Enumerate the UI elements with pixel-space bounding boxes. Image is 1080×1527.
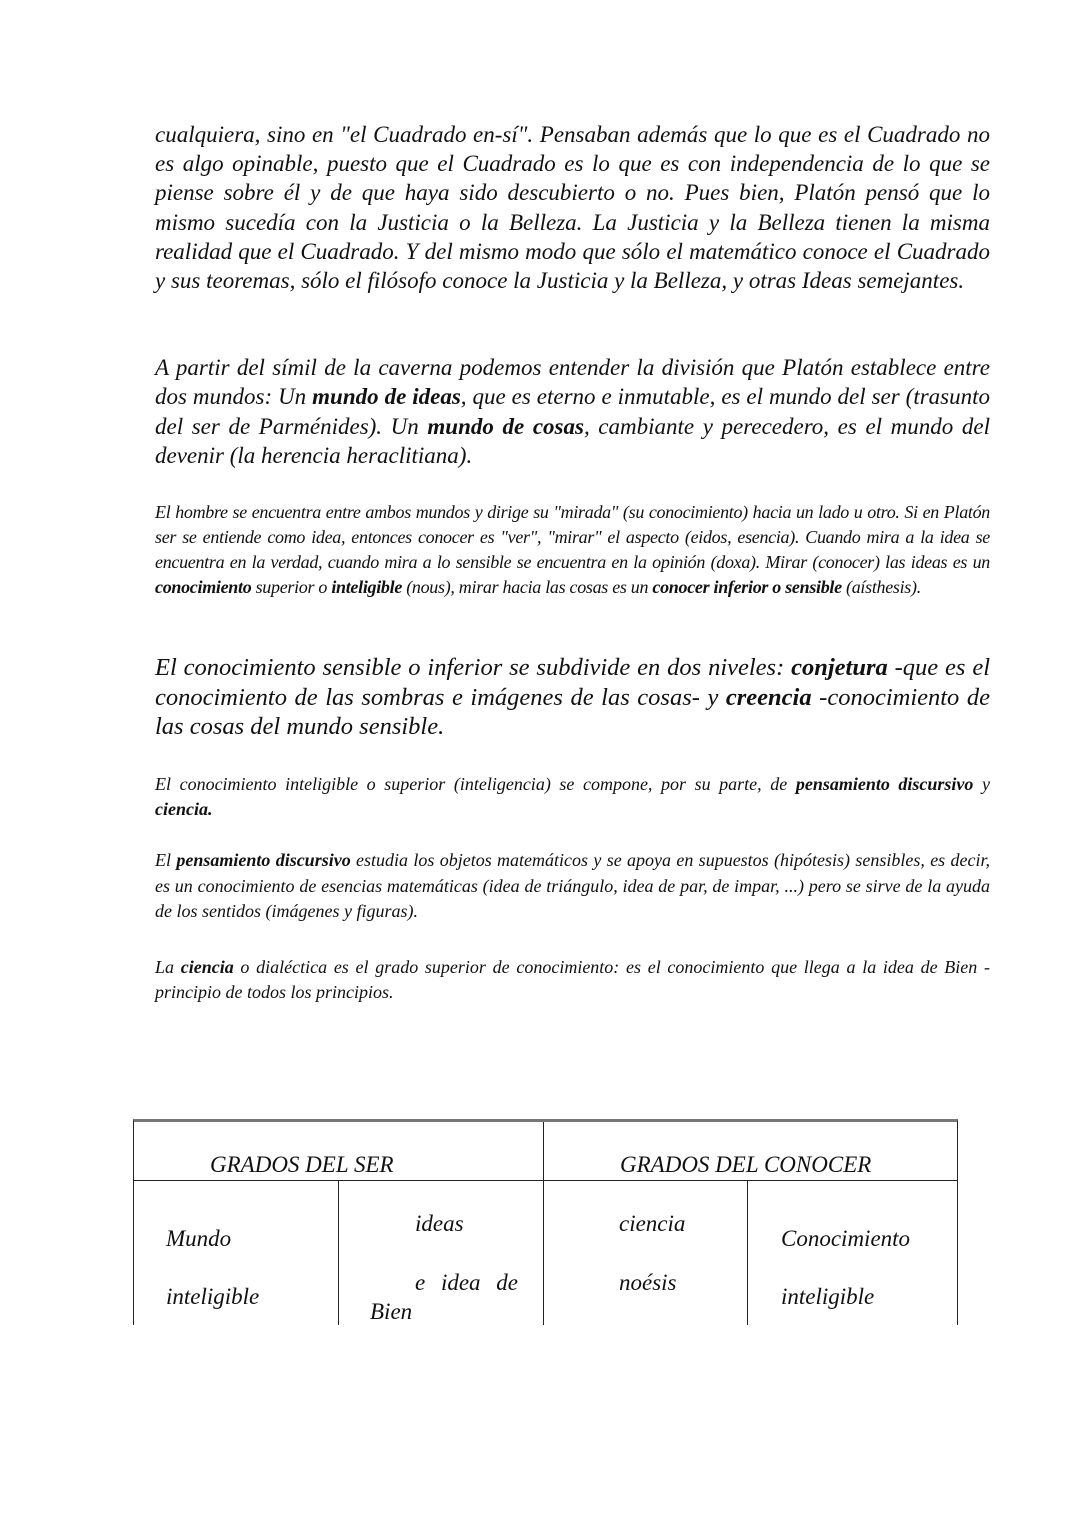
table-divider xyxy=(747,1180,748,1325)
bold-term: conjetura xyxy=(791,654,888,681)
paragraph-ciencia xyxy=(155,955,990,1005)
paragraph-cuadrado xyxy=(155,120,990,295)
bold-term: ciencia xyxy=(180,957,234,977)
bold-term: inteligible xyxy=(331,577,403,597)
bold-term: mundo de ideas xyxy=(312,384,461,410)
cell-mundo: inteligible xyxy=(166,1284,260,1309)
text: El xyxy=(155,850,177,870)
bold-term: mundo de cosas xyxy=(427,413,584,439)
cell-grado: ciencia xyxy=(619,1211,686,1236)
text: El conocimiento inteligible o superior (inteligencia) se compone, por su parte, de xyxy=(155,774,796,794)
cell-objeto: Bien xyxy=(370,1299,413,1324)
header-grados-ser: GRADOS DEL SER xyxy=(210,1152,394,1177)
text: superior o xyxy=(251,577,332,597)
text: , que es eterno e inmutable, es el mundo del ser (trasunto del ser de Parménides). Un xyxy=(155,384,990,439)
bold-term: conocer inferior o sensible xyxy=(652,577,842,597)
header-grados-conocer: GRADOS DEL CONOCER xyxy=(620,1152,872,1177)
text: -conocimiento de las cosas del mundo sensible. xyxy=(155,683,990,740)
table-divider xyxy=(338,1180,339,1325)
text: cualquiera, sino en "el Cuadrado en-sí". Pensaban además que lo que es el Cuadrado no es algo opinable, puesto que el Cuadrado es lo que es con independencia de lo que se piense sobre él y de que haya sido descubierto o no. Pues bien, Platón pensó que lo mismo sucedía con la Justicia o la Belleza. La Justicia y la Belleza tienen la misma realidad que el Cuadrado. Y del mismo modo que sólo el matemático conoce el Cuadrado y sus teoremas, sólo el filósofo conoce la Justicia y la Belleza, y otras Ideas semejantes. xyxy=(155,122,990,294)
table-divider xyxy=(543,1122,544,1325)
paragraph-conocimiento-sensible xyxy=(155,653,990,742)
cell-conocimiento: Conocimiento xyxy=(781,1226,911,1251)
table-divider xyxy=(134,1180,957,1181)
paragraph-dos-mundos xyxy=(155,353,990,471)
grados-table xyxy=(133,1119,958,1325)
text: -que es el conocimiento de las sombras e imágenes de las cosas- y xyxy=(155,654,991,711)
bold-term: creencia xyxy=(725,683,812,711)
text: El conocimiento sensible o inferior se subdivide en dos niveles: xyxy=(155,654,792,681)
text: y xyxy=(973,774,990,794)
cell-mundo: Mundo xyxy=(166,1226,232,1251)
bold-term: pensamiento discursivo xyxy=(176,850,351,870)
cell-grado: noésis xyxy=(619,1270,677,1295)
bold-term: pensamiento discursivo xyxy=(795,774,974,794)
paragraph-pensamiento-discursivo xyxy=(155,848,990,925)
text: La xyxy=(155,957,181,977)
bold-term: ciencia. xyxy=(155,798,213,819)
cell-objeto: e idea de xyxy=(415,1270,519,1295)
bold-term: conocimiento xyxy=(155,577,252,597)
text: A partir del símil de la caverna podemos entender la división que Platón establece entre dos mundos: Un xyxy=(155,355,990,410)
paragraph-hombre xyxy=(155,500,990,600)
text: , cambiante y perecedero, es el mundo del devenir (la herencia heraclitiana). xyxy=(155,413,990,469)
cell-objeto: ideas xyxy=(415,1211,464,1236)
paragraph-conocimiento-inteligible xyxy=(155,772,990,821)
text: estudia los objetos matemáticos y se apoya en supuestos (hipótesis) sensibles, es decir, es un conocimiento de esencias matemáticas (idea de triángulo, idea de par, de impar, ...) pero se sirve de la ayuda de los sentidos (imágenes y figuras). xyxy=(155,850,991,921)
cell-conocimiento: inteligible xyxy=(781,1284,875,1309)
text: (aísthesis). xyxy=(841,577,921,597)
text: o dialéctica es el grado superior de conocimiento: es el conocimiento que llega a la idea de Bien -principio de todos los principios. xyxy=(155,957,990,1002)
text: El hombre se encuentra entre ambos mundos y dirige su "mirada" (su conocimiento) hacia un lado u otro. Si en Platón ser se entiende como idea, entonces conocer es "ver", "mirar" el aspecto (eidos, esencia). Cuando mira a la idea se encuentra en la verdad, cuando mira a lo sensible se encuentra en la opinión (doxa). Mirar (conocer) las ideas es un xyxy=(155,502,990,572)
text: (nous), mirar hacia las cosas es un xyxy=(402,577,653,597)
